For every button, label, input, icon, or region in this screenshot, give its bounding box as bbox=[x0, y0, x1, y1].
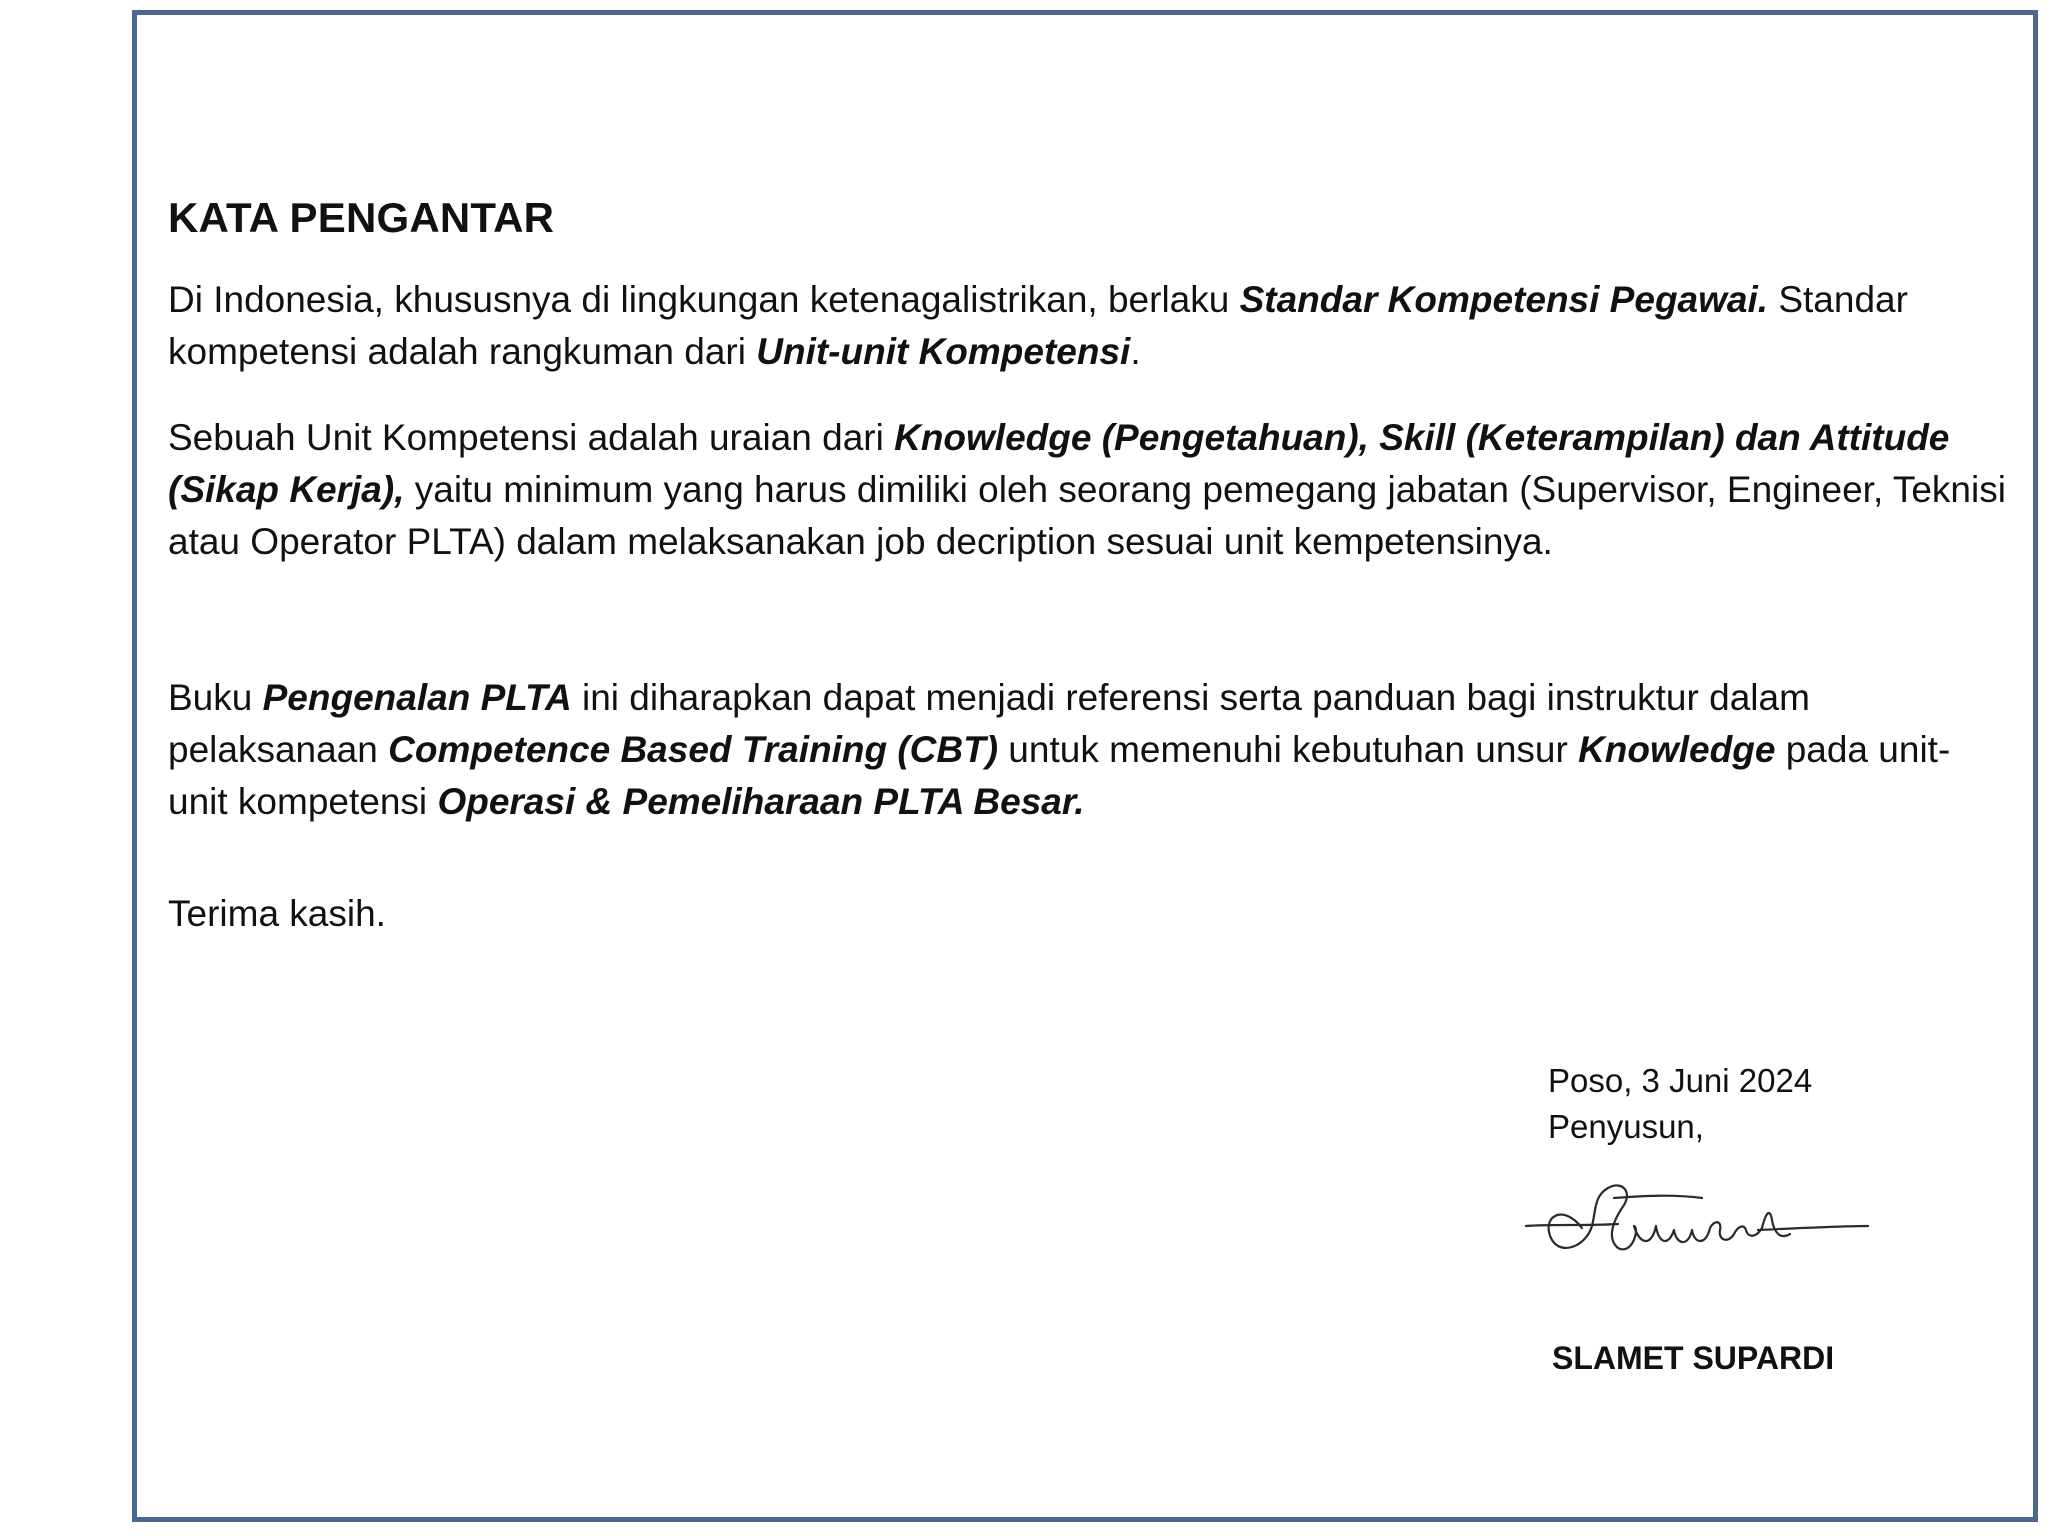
emphasis-run: Knowledge bbox=[1578, 729, 1776, 770]
handwritten-signature bbox=[1522, 1168, 1872, 1288]
text-run: ini diharapkan dapat menjadi referensi serta panduan bagi instruktur dalam pelaksanaan bbox=[168, 677, 1810, 770]
text-run: Standar kompetensi adalah rangkuman dari bbox=[168, 279, 1908, 372]
signature-header bbox=[1548, 1058, 1988, 1150]
document-body bbox=[168, 190, 2008, 940]
paragraph-intro bbox=[168, 274, 2008, 378]
emphasis-run: Competence Based Training (CBT) bbox=[388, 729, 999, 770]
author-role: Penyusun, bbox=[1548, 1108, 1704, 1145]
emphasis-run: Operasi & Pemeliharaan PLTA Besar. bbox=[437, 781, 1085, 822]
emphasis-run: Pengenalan PLTA bbox=[262, 677, 572, 718]
signer-name: SLAMET SUPARDI bbox=[1552, 1340, 1835, 1376]
closing-text: Terima kasih. bbox=[168, 893, 386, 934]
page-title: KATA PENGANTAR bbox=[168, 194, 555, 241]
emphasis-run: Knowledge (Pengetahuan), Skill (Keterampilan) dan Attitude (Sikap Kerja), bbox=[168, 417, 1950, 510]
paragraph-buku bbox=[168, 672, 2008, 828]
text-run: untuk memenuhi kebutuhan unsur bbox=[998, 729, 1579, 770]
text-run: yaitu minimum yang harus dimiliki oleh seorang pemegang jabatan (Supervisor, Engineer, Teknisi atau Operator PLTA) dalam melaksanakan job decription sesuai unit kempetensinya. bbox=[168, 469, 2006, 562]
place-date: Poso, 3 Juni 2024 bbox=[1548, 1062, 1813, 1099]
text-run: pada unit-unit kompetensi bbox=[168, 729, 1951, 822]
text-run: Buku bbox=[168, 677, 263, 718]
emphasis-run: Unit-unit Kompetensi bbox=[756, 331, 1131, 372]
paragraph-unit-kompetensi bbox=[168, 412, 2008, 568]
text-run: Sebuah Unit Kompetensi adalah uraian dari bbox=[168, 417, 895, 458]
text-run: . bbox=[1130, 331, 1141, 372]
text-run: Di Indonesia, khususnya di lingkungan ketenagalistrikan, berlaku bbox=[168, 279, 1240, 320]
emphasis-run: Standar Kompetensi Pegawai. bbox=[1239, 279, 1769, 320]
